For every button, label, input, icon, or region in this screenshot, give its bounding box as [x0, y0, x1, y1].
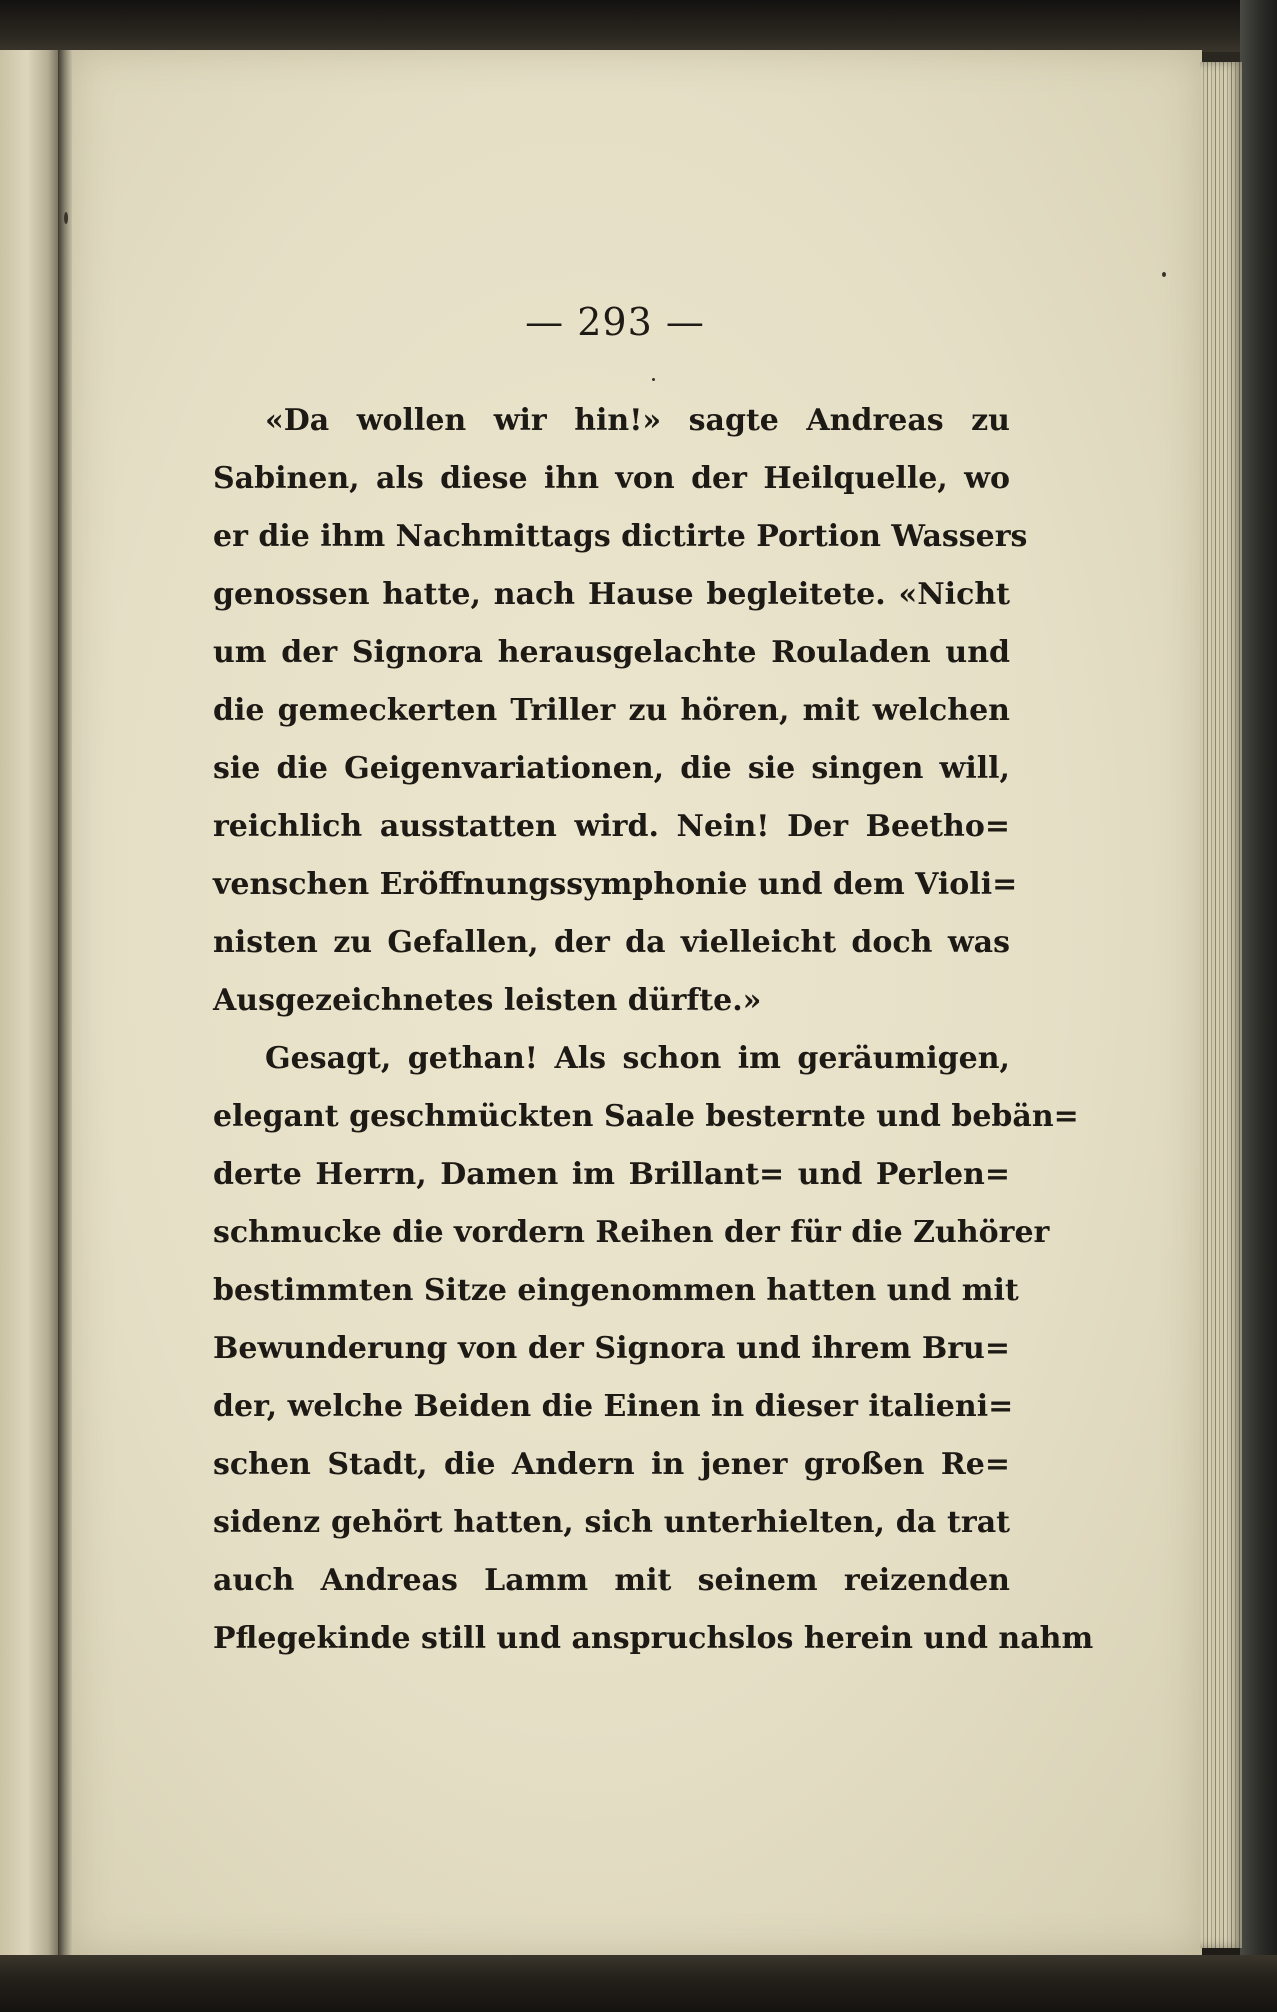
text-line: Bewunderung von der Signora und ihrem Bru=: [213, 1331, 1010, 1366]
paper-speck: [1162, 272, 1166, 277]
page-stack-edges: [1200, 62, 1242, 1948]
text-line: um der Signora herausgelachte Rouladen und: [213, 635, 1010, 670]
text-line: Pflegekinde still und anspruchslos herein und nahm: [213, 1621, 1094, 1656]
text-line: «Da wollen wir hin!» sagte Andreas zu: [265, 403, 1010, 438]
text-line: auch Andreas Lamm mit seinem reizenden: [213, 1563, 1010, 1598]
book-cover-top-edge: [0, 0, 1277, 52]
book-cover-bottom-edge: [0, 1955, 1277, 2012]
paper-speck: [652, 378, 655, 381]
page-text: [213, 392, 1094, 1668]
text-line: sidenz gehört hatten, sich unterhielten, da trat: [213, 1505, 1010, 1540]
text-line: schen Stadt, die Andern in jener großen Re=: [213, 1447, 1010, 1482]
paragraph-1: [213, 392, 1028, 1030]
text-line: Gesagt, gethan! Als schon im geräumigen,: [265, 1041, 1010, 1076]
page-number: — 293 —: [525, 300, 705, 344]
text-line: derte Herrn, Damen im Brillant= und Perlen=: [213, 1157, 1010, 1192]
text-line: Ausgezeichnetes leisten dürfte.»: [213, 983, 762, 1018]
text-line: bestimmten Sitze eingenommen hatten und mit: [213, 1273, 1019, 1308]
paper-speck: [64, 212, 68, 224]
paragraph-2: [213, 1030, 1094, 1668]
text-line: elegant geschmückten Saale besternte und bebän=: [213, 1099, 1079, 1134]
text-line: nisten zu Gefallen, der da vielleicht doch was: [213, 925, 1010, 960]
text-line: schmucke die vordern Reihen der für die Zuhörer: [213, 1215, 1050, 1250]
text-line: die gemeckerten Triller zu hören, mit welchen: [213, 693, 1010, 728]
text-line: venschen Eröffnungssymphonie und dem Violi=: [213, 867, 1018, 902]
text-line: Sabinen, als diese ihn von der Heilquelle, wo: [213, 461, 1010, 496]
facing-page-edge: [0, 50, 60, 1955]
book-cover-right-edge: [1240, 0, 1277, 2012]
text-line: reichlich ausstatten wird. Nein! Der Beetho=: [213, 809, 1010, 844]
text-line: er die ihm Nachmittags dictirte Portion Wassers: [213, 519, 1028, 554]
text-line: der, welche Beiden die Einen in dieser italieni=: [213, 1389, 1014, 1424]
text-line: genossen hatte, nach Hause begleitete. «Nicht: [213, 577, 1010, 612]
text-line: sie die Geigenvariationen, die sie singen will,: [213, 751, 1010, 786]
